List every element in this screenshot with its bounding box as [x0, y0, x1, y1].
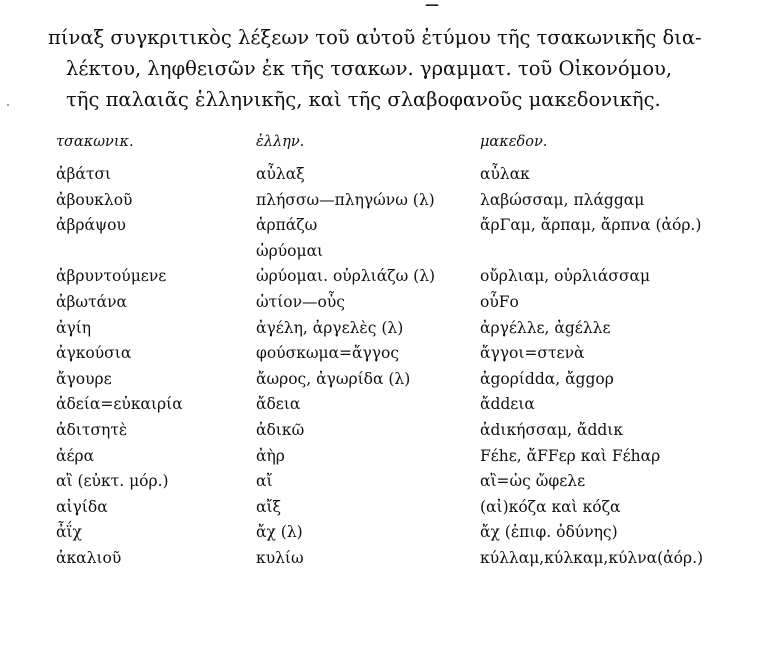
- table-row: [0, 188, 765, 214]
- caption-line-3: τῆς παλαιᾶς ἑλληνικῆς, καὶ τῆς σλαβοφανοῦς μακεδονικῆς.: [66, 88, 661, 111]
- cell-tsakonian: αἰγίδα: [56, 497, 108, 516]
- cell-tsakonian: ἀγκούσια: [56, 344, 132, 363]
- table-row: [0, 341, 765, 367]
- cell-greek: αἴ: [256, 472, 273, 491]
- cell-greek: ἀδικῶ: [256, 420, 305, 439]
- cell-macedonian: ἀgορίddα, ἄggορ: [480, 369, 614, 388]
- cell-greek: ὠρύομαι: [256, 241, 324, 260]
- table-row: [0, 444, 765, 470]
- table-row: [0, 239, 765, 265]
- table-row: [0, 469, 765, 495]
- table-row: [0, 418, 765, 444]
- cell-tsakonian: ἀβωτάνα: [56, 292, 127, 311]
- cell-greek: ἁρπάζω: [256, 216, 318, 235]
- cell-macedonian: οὔρλιαμ, οὐρλιάσσαμ: [480, 267, 651, 286]
- cell-tsakonian: ἀβουκλοῦ: [56, 190, 133, 209]
- table-row: [0, 316, 765, 342]
- cell-tsakonian: αἲ (εὐκτ. μόρ.): [56, 472, 169, 491]
- cell-greek: ἄχ (λ): [256, 523, 303, 542]
- cell-tsakonian: ἀβάτσι: [56, 165, 112, 183]
- cell-macedonian: ἄρΓαμ, ἄρπαμ, ἄρπνα (ἀόρ.): [480, 216, 702, 235]
- cell-tsakonian: ἀκαλιοῦ: [56, 548, 122, 567]
- cell-greek: ἀγέλη, ἀργελὲς (λ): [256, 318, 404, 337]
- cell-macedonian: οὖFο: [480, 292, 519, 311]
- cell-tsakonian: ἀβρυντούμενε: [56, 267, 167, 286]
- cell-greek: ὠρύομαι. οὐρλιάζω (λ): [256, 267, 436, 286]
- cell-greek: ἄωρος, ἀγωρίδα (λ): [256, 369, 411, 388]
- cell-tsakonian: ἀδεία=εὐκαιρία: [56, 395, 183, 414]
- table-row: [0, 213, 765, 239]
- cell-macedonian: αὖλακ: [480, 165, 530, 183]
- table-row: [0, 162, 765, 188]
- cell-macedonian: ἀdικήσσαμ, ἄddικ: [480, 420, 624, 439]
- table-row: [0, 264, 765, 290]
- cell-macedonian: ἀργέλλε, ἀgέλλε: [480, 318, 611, 337]
- column-header-macedonian: μακεδον.: [480, 134, 548, 150]
- column-header-tsakonian: τσακωνικ.: [56, 134, 134, 150]
- cell-greek: ἄδεια: [256, 395, 301, 414]
- cell-macedonian: λαβώσσαμ, πλάggαμ: [480, 190, 645, 209]
- cell-greek: αἴξ: [256, 497, 282, 516]
- cell-macedonian: κύλλαμ,κύλκαμ,κύλνα(ἀόρ.): [480, 548, 704, 567]
- column-header-greek: ἑλλην.: [256, 134, 305, 150]
- cell-macedonian: ἄddεια: [480, 395, 535, 414]
- cell-greek: αὖλαξ: [256, 165, 305, 183]
- caption-line-2: λέκτου, ληφθεισῶν ἐκ τῆς τσακων. γραμματ. τοῦ Οἰκονόμου,: [66, 57, 673, 80]
- cell-tsakonian: ἄγουρε: [56, 369, 112, 388]
- margin-speck: [7, 104, 9, 106]
- cell-greek: κυλίω: [256, 548, 304, 567]
- table-row: [0, 290, 765, 316]
- table-row: [0, 546, 765, 572]
- cell-greek: πλήσσω—πληγώνω (λ): [256, 190, 435, 209]
- column-headers: [0, 134, 765, 156]
- table-caption: [48, 22, 748, 115]
- cell-macedonian: ἄχ (ἐπιφ. ὀδύνης): [480, 523, 618, 542]
- cell-macedonian: (αἰ)κόζα καὶ κόζα: [480, 497, 621, 516]
- cell-macedonian: Fέhε, ἄFFερ καὶ Fέhαρ: [480, 446, 661, 465]
- cell-tsakonian: ἀγίη: [56, 318, 92, 337]
- table-row: [0, 392, 765, 418]
- table-row: [0, 520, 765, 546]
- cell-tsakonian: ἀέρα: [56, 446, 95, 465]
- cell-tsakonian: ἀβράψου: [56, 216, 126, 235]
- cell-greek: φούσκωμα=ἄγγος: [256, 344, 400, 363]
- cell-macedonian: ἄγγοι=στενὰ: [480, 344, 585, 363]
- page-number-mark: —: [425, 0, 439, 13]
- cell-tsakonian: ἀδιτσητὲ: [56, 420, 128, 439]
- table-row: [0, 495, 765, 521]
- table-row: [0, 367, 765, 393]
- cell-greek: ὠτίον—οὖς: [256, 292, 345, 311]
- cell-greek: ἀὴρ: [256, 446, 285, 465]
- caption-line-1: πίναξ συγκριτικὸς λέξεων τοῦ αὐτοῦ ἐτύμου τῆς τσακωνικῆς δια-: [48, 26, 702, 49]
- cell-macedonian: αἲ=ὡς ὤφελε: [480, 472, 586, 491]
- word-table: [0, 162, 765, 572]
- cell-tsakonian: ἆΐχ: [56, 523, 82, 542]
